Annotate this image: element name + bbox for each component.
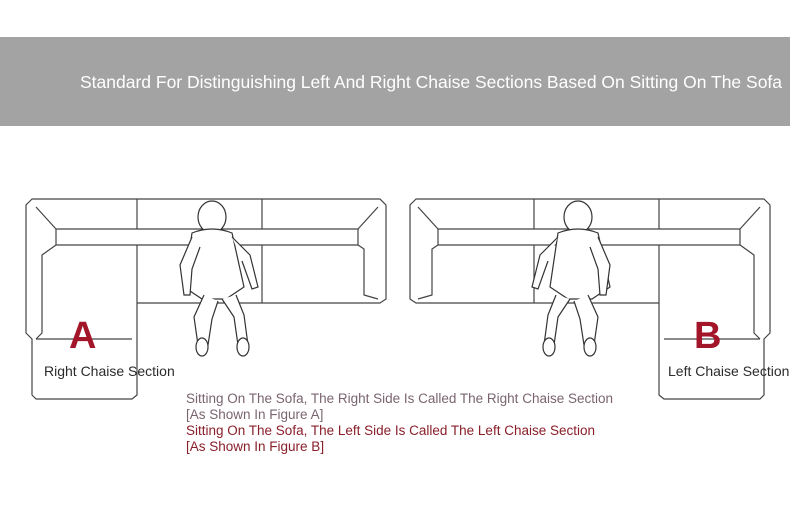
- figure-a-label: Right Chaise Section: [44, 363, 175, 379]
- figure-b-letter: B: [694, 315, 722, 357]
- banner-title: Standard For Distinguishing Left And Right Chaise Sections Based On Sitting On The Sofa: [80, 72, 783, 92]
- sofa-b-arm: [418, 245, 438, 299]
- description-left-chaise: Sitting On The Sofa, The Left Side Is Called The Left Chaise Section [As Shown In Figure B]: [186, 423, 595, 454]
- figure-b-label: Left Chaise Section: [668, 363, 790, 379]
- figure-a-letter: A: [69, 315, 97, 357]
- description-right-chaise: Sitting On The Sofa, The Right Side Is Called The Right Chaise Section [As Shown In Figure A]: [186, 391, 613, 422]
- figure-b: [404, 195, 790, 405]
- description: [186, 391, 616, 455]
- sofa-a-arm: [358, 245, 378, 299]
- person-b-icon: [532, 201, 610, 356]
- figure-a: [22, 195, 392, 405]
- title-banner: [0, 37, 790, 126]
- person-a-icon: [180, 201, 258, 356]
